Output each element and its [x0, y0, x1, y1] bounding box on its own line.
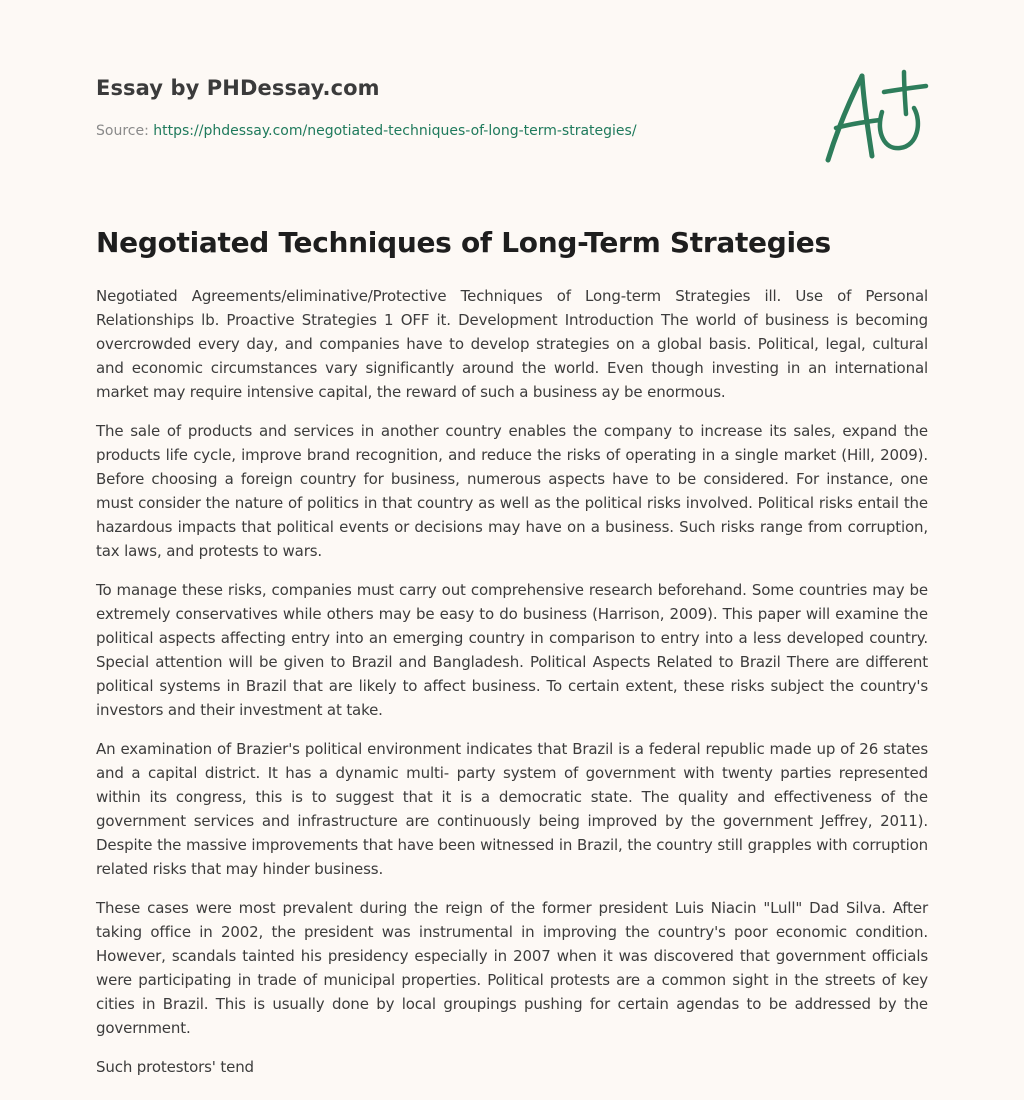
- source-label: Source:: [96, 123, 154, 139]
- essay-paragraph: Negotiated Agreements/eliminative/Protective Techniques of Long-term Strategies ill. Use of Personal Relationships lb. Proactive Strategies 1 OFF it. Development Introduction The world of business is becoming overcrowded every day, and companies have to develop strategies on a global basis. Political, legal, cultural and economic circumstances vary significantly around the world. Even though investing in an international market may require intensive capital, the reward of such a business ay be enormous.: [96, 287, 928, 401]
- essay-paragraph: An examination of Brazier's political environment indicates that Brazil is a federal republic made up of 26 states and a capital district. It has a dynamic multi- party system of government with twenty parties represented within its congress, this is to suggest that it is a democratic state. The quality and effectiveness of the government services and infrastructure are continuously being improved by the government Jeffrey, 2011). Despite the massive improvements that have been witnessed in Brazil, the country still grapples with corruption related risks that may hinder business.: [96, 740, 928, 878]
- source-link[interactable]: https://phdessay.com/negotiated-techniques-of-long-term-strategies/: [153, 123, 637, 139]
- essay-paragraph: To manage these risks, companies must carry out comprehensive research beforehand. Some countries may be extremely conservatives while others may be easy to do business (Harrison, 2009). This paper will examine the political aspects affecting entry into an emerging country in comparison to entry into a less developed country. Special attention will be given to Brazil and Bangladesh. Political Aspects Related to Brazil There are different political systems in Brazil that are likely to affect business. To certain extent, these risks subject the country's investors and their investment at take.: [96, 581, 928, 719]
- a-plus-logo-icon: [822, 64, 932, 169]
- essay-paragraph: These cases were most prevalent during the reign of the former president Luis Niacin "Lull" Dad Silva. After taking office in 2002, the president was instrumental in improving the country's poor economic condition. However, scandals tainted his presidency especially in 2007 when it was discovered that government officials were participating in trade of municipal properties. Political protests are a common sight in the streets of key cities in Brazil. This is usually done by local groupings pushing for certain agendas to be addressed by the government.: [96, 899, 928, 1037]
- essay-page: [96, 0, 928, 1100]
- essay-paragraph: Such protestors' tend: [96, 1058, 254, 1076]
- essay-body: [96, 284, 928, 1094]
- essay-title: Negotiated Techniques of Long-Term Strategies: [96, 226, 831, 259]
- essay-paragraph: The sale of products and services in another country enables the company to increase its sales, expand the products life cycle, improve brand recognition, and reduce the risks of operating in a single market (Hill, 2009). Before choosing a foreign country for business, numerous aspects have to be considered. For instance, one must consider the nature of politics in that country as well as the political risks involved. Political risks entail the hazardous impacts that political events or decisions may have on a business. Such risks range from corruption, tax laws, and protests to wars.: [96, 422, 928, 560]
- source-line: [96, 123, 637, 139]
- brand-title: Essay by PHDessay.com: [96, 76, 380, 100]
